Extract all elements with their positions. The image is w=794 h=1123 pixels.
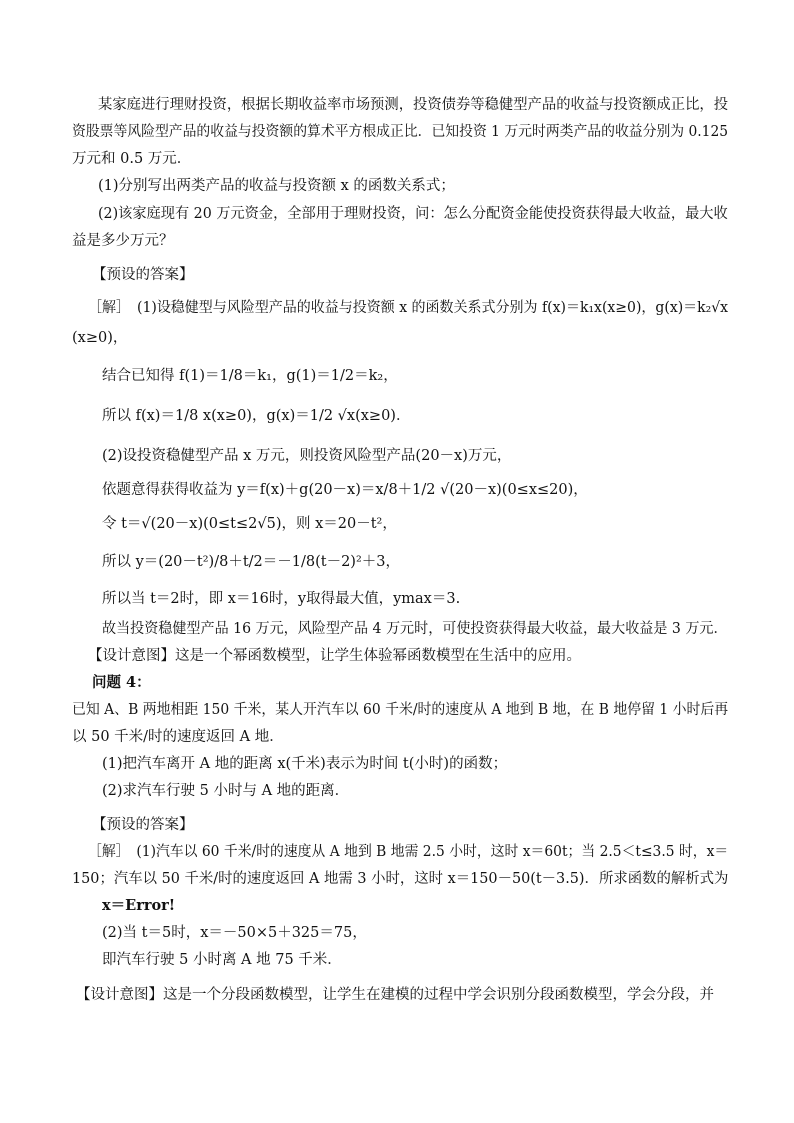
problem3-solution-line5: (2)设投资稳健型产品 x 万元，则投资风险型产品(20－x)万元，: [102, 448, 512, 464]
problem4-solution-line1: ［解］ (1)汽车以 60 千米/时的速度从 A 地到 B 地需 2.5 小时，这时 x＝60t；当 2.5＜t≤3.5 时，x＝: [88, 844, 729, 860]
problem3-stem-line3: 万元和 0.5 万元．: [72, 151, 192, 167]
problem3-question2-line1: (2)该家庭现有 20 万元资金，全部用于理财投资，问：怎么分配资金能使投资获得最大收益，最大收: [98, 206, 728, 222]
problem4-question1: (1)把汽车离开 A 地的距离 x(千米)表示为时间 t(小时)的函数；: [102, 756, 508, 772]
problem3-stem-line2: 资股票等风险型产品的收益与投资额的算术平方根成正比．已知投资 1 万元时两类产品的收益分别为 0.125: [72, 124, 729, 140]
problem3-solution-line9: 所以当 t＝2时，即 x＝16时，y取得最大值，ymax＝3.: [102, 591, 461, 607]
problem3-solution-line8: 所以 y＝(20－t²)/8＋t/2＝－1/8(t－2)²＋3，: [102, 554, 400, 570]
problem4-solution-line5: 即汽车行驶 5 小时离 A 地 75 千米．: [102, 952, 342, 968]
problem4-design-intent: 【设计意图】这是一个分段函数模型，让学生在建模的过程中学会识别分段函数模型，学会分段，并: [76, 987, 714, 1003]
problem3-solution-line6: 依题意得获得收益为 y＝f(x)＋g(20－x)＝x/8＋1/2 √(20－x)(0≤x≤20)，: [102, 482, 588, 498]
problem4-stem-line1: 已知 A、B 两地相距 150 千米，某人开汽车以 60 千米/时的速度从 A 地到 B 地，在 B 地停留 1 小时后再: [72, 702, 729, 718]
problem3-design-intent: 【设计意图】这是一个幂函数模型，让学生体验幂函数模型在生活中的应用。: [88, 648, 581, 664]
problem3-solution-line10: 故当投资稳健型产品 16 万元，风险型产品 4 万元时，可使投资获得最大收益，最大收益是 3 万元．: [102, 621, 728, 637]
problem3-question1: (1)分别写出两类产品的收益与投资额 x 的函数关系式；: [98, 178, 455, 194]
problem3-solution-line3: 结合已知得 f(1)＝1/8＝k₁，g(1)＝1/2＝k₂，: [102, 368, 398, 384]
problem4-question2: (2)求汽车行驶 5 小时与 A 地的距离．: [102, 783, 350, 799]
problem3-solution-line7: 令 t＝√(20－x)(0≤t≤2√5)，则 x＝20－t²，: [102, 516, 397, 532]
problem3-solution-line1: ［解］ (1)设稳健型与风险型产品的收益与投资额 x 的函数关系式分别为 f(x)＝k₁x(x≥0)，g(x)＝k₂√x: [88, 300, 729, 316]
problem4-answer-heading: 【预设的答案】: [92, 817, 194, 833]
problem3-solution-line2: (x≥0)，: [72, 330, 128, 346]
problem4-solution-line3: x＝Error!: [102, 897, 176, 914]
problem4-title: 问题 4：: [92, 674, 151, 691]
problem4-stem-line2: 以 50 千米/时的速度返回 A 地．: [72, 729, 284, 745]
problem3-solution-line4: 所以 f(x)＝1/8 x(x≥0)，g(x)＝1/2 √x(x≥0)．: [102, 408, 411, 424]
problem3-question2-line2: 益是多少万元？: [72, 233, 174, 249]
problem3-answer-heading: 【预设的答案】: [92, 267, 194, 283]
problem3-stem-line1: 某家庭进行理财投资，根据长期收益率市场预测，投资债券等稳健型产品的收益与投资额成正比，投: [98, 97, 729, 113]
problem4-solution-line2: 150；汽车以 50 千米/时的速度返回 A 地需 3 小时，这时 x＝150－50(t－3.5)．所求函数的解析式为: [72, 871, 729, 887]
problem4-solution-line4: (2)当 t＝5时，x＝－50×5＋325＝75，: [102, 925, 367, 941]
